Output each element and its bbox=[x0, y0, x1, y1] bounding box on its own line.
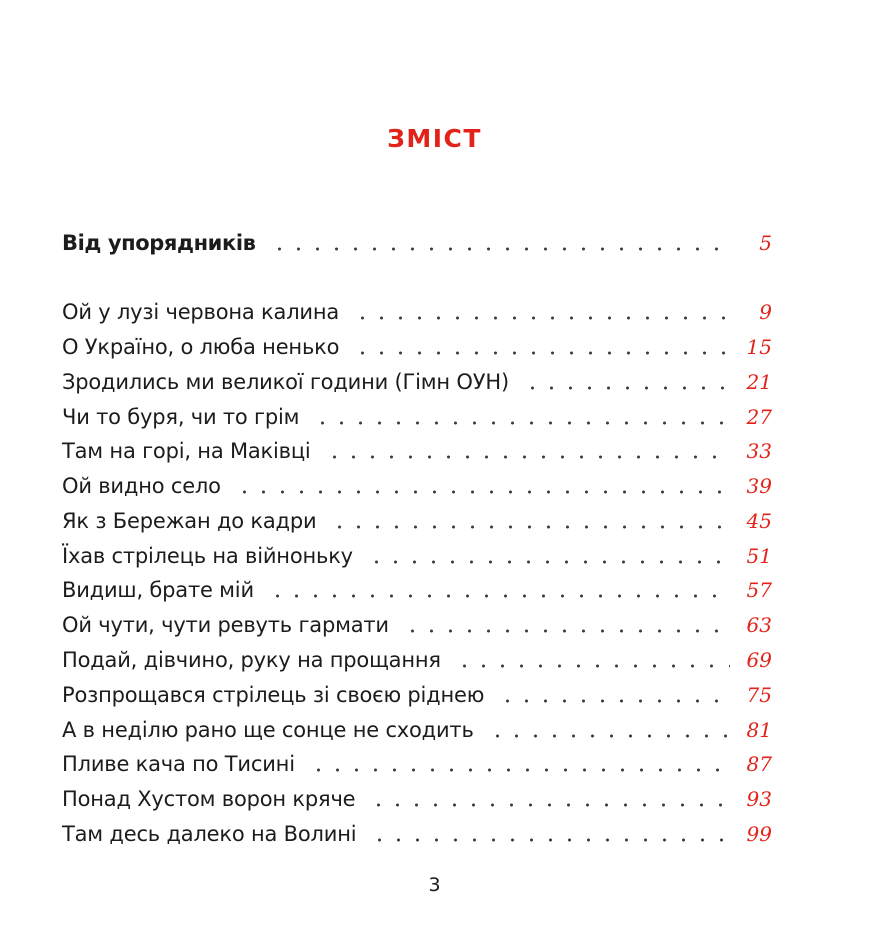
toc-entry-page-number: 21 bbox=[746, 370, 772, 394]
dot-leader bbox=[353, 350, 730, 356]
dot-leader bbox=[455, 663, 730, 669]
toc-entry-label: Ой чути, чути ревуть гармати bbox=[62, 613, 389, 637]
dot-leader bbox=[370, 837, 730, 843]
toc-entry-page-number: 27 bbox=[746, 405, 772, 429]
toc-entry[interactable] bbox=[62, 747, 772, 777]
toc-entry-page-number: 39 bbox=[746, 474, 772, 498]
toc-entry-label: Розпрощався стрілець зі своєю ріднею bbox=[62, 683, 485, 707]
toc-entry[interactable] bbox=[62, 365, 772, 395]
toc-entry-label: Ой у лузі червона калина bbox=[62, 300, 340, 324]
toc-entry[interactable] bbox=[62, 434, 772, 464]
toc-entry[interactable] bbox=[62, 643, 772, 673]
toc-entry-label: Їхав стрілець на війноньку bbox=[62, 544, 353, 568]
toc-entry-page-number: 9 bbox=[759, 300, 772, 324]
toc-entry-label: Як з Бережан до кадри bbox=[62, 509, 317, 533]
toc-entry-label: А в неділю рано ще сонце не сходить bbox=[62, 718, 474, 742]
page-number-footer: 3 bbox=[428, 874, 441, 896]
toc-entry-intro[interactable] bbox=[62, 226, 772, 256]
dot-leader bbox=[498, 698, 730, 704]
dot-leader bbox=[325, 454, 730, 460]
toc-entry[interactable] bbox=[62, 469, 772, 499]
dot-leader bbox=[235, 489, 730, 495]
toc-entry-label: Там десь далеко на Волині bbox=[62, 822, 357, 846]
toc-entry[interactable] bbox=[62, 400, 772, 430]
toc-entry-page-number: 75 bbox=[746, 683, 772, 707]
toc-entry-label: Пливе кача по Тисині bbox=[62, 752, 295, 776]
toc-entry-page-number: 45 bbox=[746, 509, 772, 533]
toc-entry-label: Чи то буря, чи то грім bbox=[62, 405, 300, 429]
toc-entry[interactable] bbox=[62, 504, 772, 534]
toc-entry[interactable] bbox=[62, 330, 772, 360]
toc-entry-page-number: 57 bbox=[746, 578, 772, 602]
toc-entry-page-number: 33 bbox=[746, 439, 772, 463]
dot-leader bbox=[270, 246, 730, 252]
dot-leader bbox=[353, 315, 730, 321]
dot-leader bbox=[309, 767, 730, 773]
toc-entry-page-number: 81 bbox=[746, 718, 772, 742]
toc-entry-page-number: 87 bbox=[746, 752, 772, 776]
toc-entry[interactable] bbox=[62, 782, 772, 812]
toc-entry[interactable] bbox=[62, 608, 772, 638]
dot-leader bbox=[330, 524, 730, 530]
dot-leader bbox=[403, 628, 730, 634]
toc-entry-label: Зродились ми великої години (Гімн ОУН) bbox=[62, 370, 509, 394]
dot-leader bbox=[313, 420, 730, 426]
dot-leader bbox=[523, 385, 730, 391]
toc-entry-page-number: 51 bbox=[746, 544, 772, 568]
toc-entry[interactable] bbox=[62, 678, 772, 708]
toc-entry-label: Там на горі, на Маківці bbox=[62, 439, 311, 463]
toc-entry-label: Від упорядників bbox=[62, 231, 256, 255]
dot-leader bbox=[369, 802, 730, 808]
toc-entry[interactable] bbox=[62, 295, 772, 325]
toc-entry-label: Ой видно село bbox=[62, 474, 221, 498]
dot-leader bbox=[488, 733, 730, 739]
toc-entry-label: Видиш, брате мій bbox=[62, 578, 254, 602]
page-title: ЗМІСТ bbox=[387, 124, 482, 153]
toc-entry-page-number: 93 bbox=[746, 787, 772, 811]
toc-entry-page-number: 5 bbox=[759, 231, 772, 255]
toc-entry[interactable] bbox=[62, 713, 772, 743]
toc-entry[interactable] bbox=[62, 817, 772, 847]
toc-entry-page-number: 15 bbox=[746, 335, 772, 359]
toc-entry-label: Понад Хустом ворон кряче bbox=[62, 787, 356, 811]
dot-leader bbox=[367, 559, 730, 565]
toc-entry-page-number: 63 bbox=[746, 613, 772, 637]
toc-entry-page-number: 99 bbox=[746, 822, 772, 846]
toc-entry-label: Подай, дівчино, руку на прощання bbox=[62, 648, 441, 672]
toc-entry-page-number: 69 bbox=[746, 648, 772, 672]
toc-entry[interactable] bbox=[62, 573, 772, 603]
dot-leader bbox=[268, 593, 730, 599]
toc-entry[interactable] bbox=[62, 539, 772, 569]
toc-entry-label: О Україно, о люба ненько bbox=[62, 335, 340, 359]
